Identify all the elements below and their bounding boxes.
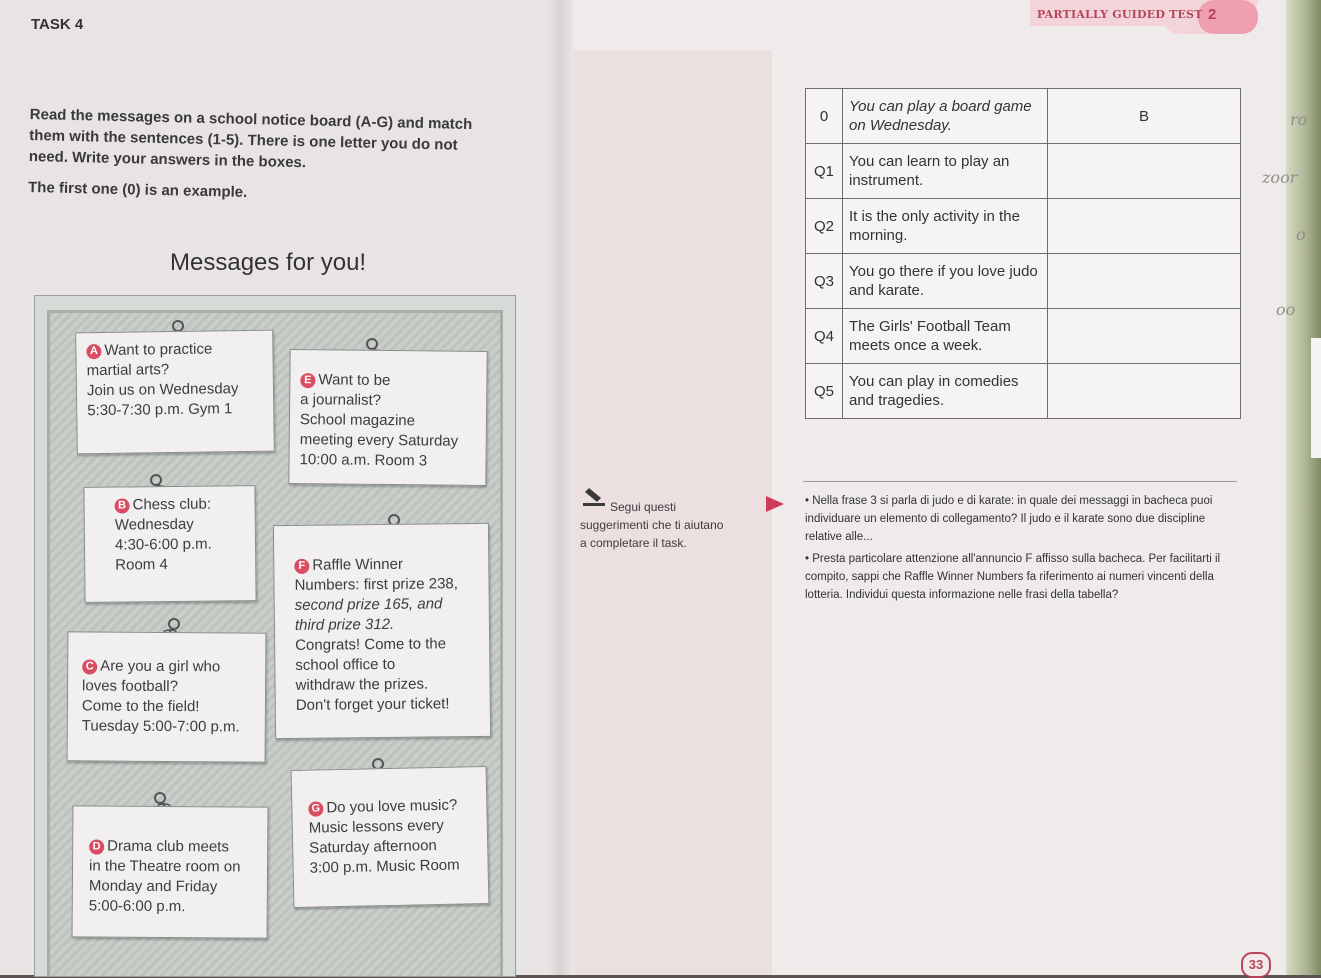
table-row xyxy=(806,144,1241,199)
example-note: The first one (0) is an example. xyxy=(27,178,248,201)
notice-a xyxy=(75,330,275,455)
notice-line: Numbers: first prize 238, xyxy=(294,575,458,594)
notice-e xyxy=(288,349,487,486)
hint-paragraph: • Presta particolare attenzione all'annuncio F affisso sulla bacheca. Per facilitarti il compito, sappi che Raffle Winner Numbers fa riferimento ai numeri vincenti della lotteria. Individui questa informazione nelle frasi della tabella? xyxy=(805,553,1221,601)
notice-letter-badge: C xyxy=(82,659,97,674)
divider xyxy=(803,481,1237,482)
notice-line: Tuesday 5:00-7:00 p.m. xyxy=(81,717,240,736)
notice-c xyxy=(67,631,267,762)
answer-box[interactable] xyxy=(1048,309,1241,364)
notice-line: martial arts? xyxy=(86,361,170,380)
notice-line: Wednesday xyxy=(114,515,194,534)
notice-line: 4:30-6:00 p.m. xyxy=(114,535,212,554)
notice-line: Monday and Friday xyxy=(88,877,218,896)
paper-scrap xyxy=(1311,338,1321,458)
question-sentence: You can play in comedies and tragedies. xyxy=(843,364,1048,419)
notice-line: B Chess club: xyxy=(114,494,244,515)
question-sentence: You can learn to play an instrument. xyxy=(843,144,1048,199)
notice-line: in the Theatre room on xyxy=(88,857,241,876)
table-row xyxy=(806,309,1241,364)
notice-g xyxy=(291,766,490,908)
notice-line: 10:00 a.m. Room 3 xyxy=(299,451,428,470)
notice-line: withdraw the prizes. xyxy=(295,675,429,694)
hint-label xyxy=(580,498,760,552)
task-instructions xyxy=(28,104,530,209)
hint-label-line: suggerimenti che ti aiutano xyxy=(580,518,724,532)
notice-letter-badge: E xyxy=(300,373,315,388)
notice-line: 5:30-7:30 p.m. Gym 1 xyxy=(87,400,233,420)
section-header-title: PARTIALLY GUIDED TEST xyxy=(1037,8,1203,21)
hint-text xyxy=(805,492,1245,608)
notice-line: loves football? xyxy=(82,677,179,696)
margin-scribble: ro xyxy=(1290,110,1308,129)
notice-letter-badge: B xyxy=(115,498,130,513)
arrow-right-icon xyxy=(766,496,784,512)
notice-line: Come to the field! xyxy=(81,697,200,716)
notice-d xyxy=(72,805,269,938)
question-sentence: It is the only activity in the morning. xyxy=(843,199,1048,254)
notice-line: Music lessons every xyxy=(308,816,444,837)
answer-table xyxy=(805,88,1241,419)
answer-box[interactable] xyxy=(1048,254,1241,309)
table-row xyxy=(806,89,1241,144)
instruction-line: need. Write your answers in the boxes. xyxy=(28,147,307,172)
notice-line: school office to xyxy=(295,655,396,674)
notice-f xyxy=(273,523,491,739)
notice-letter-badge: D xyxy=(89,839,104,854)
notice-line: third prize 312. xyxy=(294,615,395,634)
notice-line: meeting every Saturday xyxy=(299,431,459,450)
notice-line: F Raffle Winner xyxy=(294,554,478,576)
hint-paragraph: • Nella frase 3 si parla di judo e di karate: in quale dei messaggi in bacheca puoi individuare un elemento di collegamento? Il judo e il karate sono due discipline relative alle... xyxy=(805,495,1213,543)
question-number: 0 xyxy=(806,89,843,144)
notice-b xyxy=(83,485,256,603)
hint-label-line: Segui questi xyxy=(610,500,677,514)
table-row xyxy=(806,364,1241,419)
answer-box[interactable] xyxy=(1048,144,1241,199)
notice-line: 5:00-6:00 p.m. xyxy=(88,897,186,916)
answer-box[interactable] xyxy=(1048,199,1241,254)
margin-scribble: o xyxy=(1296,225,1306,244)
notice-line: second prize 165, and xyxy=(294,595,443,614)
notice-line: G Do you love music? xyxy=(308,795,476,819)
question-number: Q5 xyxy=(806,364,843,419)
answer-box[interactable] xyxy=(1048,364,1241,419)
instruction-line: Read the messages on a school notice board (A-G) and match xyxy=(29,105,473,134)
notice-line: School magazine xyxy=(299,411,416,430)
book-gutter xyxy=(548,0,574,975)
question-number: Q3 xyxy=(806,254,843,309)
instruction-line: them with the sentences (1-5). There is one letter you do not xyxy=(29,126,458,154)
question-number: Q2 xyxy=(806,199,843,254)
notice-line: A Want to practice xyxy=(86,339,262,361)
table-row xyxy=(806,199,1241,254)
hint-label-line: a completare il task. xyxy=(580,536,687,550)
notice-line: Room 4 xyxy=(115,556,168,574)
notice-line: C Are you a girl who xyxy=(82,656,255,677)
notice-line: Don't forget your ticket! xyxy=(295,695,450,714)
margin-scribble: zoor xyxy=(1262,168,1298,187)
task-label: TASK 4 xyxy=(31,16,84,33)
notice-line: a journalist? xyxy=(300,391,382,409)
table-row xyxy=(806,254,1241,309)
notice-line: E Want to be xyxy=(300,358,476,392)
notice-line: Congrats! Come to the xyxy=(295,635,447,654)
section-header-number: 2 xyxy=(1208,6,1217,23)
notice-letter-badge: G xyxy=(308,801,323,816)
question-sentence: You go there if you love judo and karate. xyxy=(843,254,1048,309)
question-sentence: The Girls' Football Team meets once a week. xyxy=(843,309,1048,364)
page-number: 33 xyxy=(1241,952,1271,978)
answer-box[interactable]: B xyxy=(1048,89,1241,144)
board-title: Messages for you! xyxy=(170,249,367,276)
notice-line: 3:00 p.m. Music Room xyxy=(309,856,460,877)
margin-scribble: oo xyxy=(1276,300,1296,319)
question-number: Q1 xyxy=(806,144,843,199)
question-number: Q4 xyxy=(806,309,843,364)
notice-line: D Drama club meets xyxy=(89,836,257,857)
notice-line: Saturday afternoon xyxy=(309,837,437,857)
next-page-edge xyxy=(1286,0,1321,975)
notice-letter-badge: A xyxy=(86,344,101,359)
notice-line: Join us on Wednesday xyxy=(86,380,239,400)
question-sentence: You can play a board game on Wednesday. xyxy=(843,89,1048,144)
notice-letter-badge: F xyxy=(294,559,309,574)
